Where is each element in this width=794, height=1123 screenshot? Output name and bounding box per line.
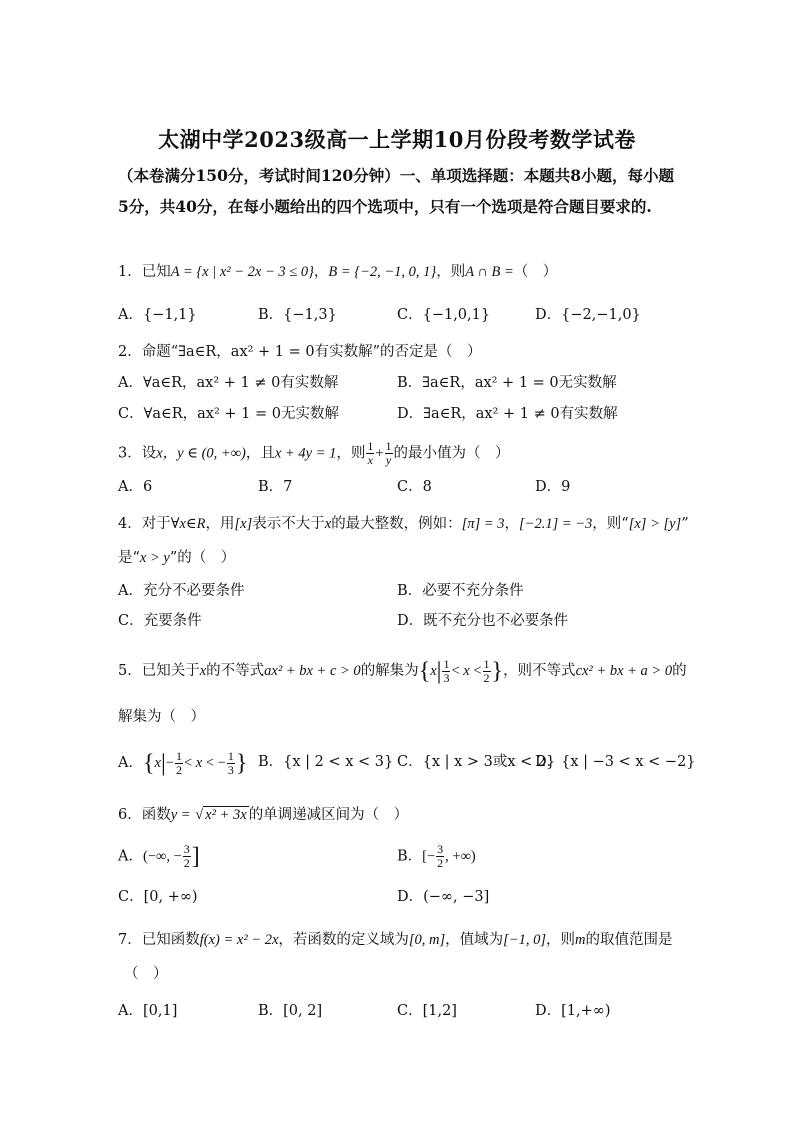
question-7-option-c[interactable]: C．[1,2] [397,1003,457,1019]
q7-range: [−1, 0] [503,932,546,948]
q6-option-a-head: (−∞, − [142,848,182,865]
question-2-option-b[interactable]: B．∃a∈R，ax² + 1 = 0无实数解 [397,375,617,391]
question-6-option-a[interactable]: A．(−∞, − $\frac{3}{2}$ ] [118,842,200,870]
q4-text-b: ，用 [205,516,235,532]
question-4-stem-line-1 [118,514,689,534]
q6-option-b-label: B． [397,848,423,865]
q4-forall: ∀x∈R [170,516,206,532]
q5-option-a-label: A． [118,754,143,771]
exam-title: 太湖中学2023级高一上学期10月份段考数学试卷 [158,127,636,152]
question-5-option-d[interactable]: D．{x | −3 < x < −2} [535,754,696,770]
q3-text-d: 的最小值为（ ） [393,445,510,462]
q7-domain: [0, m] [408,932,446,948]
question-4-option-d[interactable]: D．既不充分也不必要条件 [397,613,569,629]
q5-option-a-set: {x|− $\frac{1}{2}$ < x < − $\frac{1}{3}$ } [142,749,248,777]
q3-fraction-1-over-x: $\frac{1}{x}$ [367,439,374,467]
q5-text-b: 的不等式 [206,662,265,679]
q3-text-b: ，且 [245,445,275,462]
q5-solution-set: {x| $\frac{1}{3}$ < x < $\frac{1}{2}$ } [418,657,504,685]
q6-text-a: 6．函数 [118,807,171,823]
question-3-option-a[interactable]: A．6 [118,479,153,495]
question-4-option-a[interactable]: A．充分不必要条件 [118,583,245,599]
q4-floor-x: [x] [234,516,253,532]
q4-condition-2: x > y [139,550,170,566]
q4-text-f: ” [681,516,689,532]
q1-text-a: 1．已知 [118,264,171,280]
q1-set-b: B = {−2, −1, 0, 1} [328,264,437,280]
question-2-stem: 2．命题“∃a∈R，ax² + 1 = 0有实数解”的否定是（ ） [118,344,482,360]
q4-text-g: 是“ [118,550,140,566]
exam-intro: （本卷满分150分，考试时间120分钟）一、单项选择题：本题共8小题，每小题5分，共40分，在每小题给出的四个选项中，只有一个选项是符合题目要求的. [118,166,674,216]
question-1-option-d[interactable]: D．{−2,−1,0} [535,307,641,323]
question-2-option-c[interactable]: C．∀a∈R，ax² + 1 = 0无实数解 [118,406,339,422]
question-7-option-a[interactable]: A．[0,1] [118,1003,178,1019]
q4-comma: ， [504,516,520,532]
question-5-option-b[interactable]: B．{x | 2 < x < 3} [258,754,394,770]
q7-text-d: ，则 [546,932,575,948]
question-6-stem: 6．函数y = √ x² + 3x 的单调递减区间为（ ） [118,807,409,823]
q7-text-e: 的取值范围是 [585,932,673,948]
question-3-option-d[interactable]: D．9 [535,479,571,495]
q1-expression: A ∩ B = [465,264,514,280]
q5-text-a: 5．已知关于 [118,662,200,679]
q4-var-x: x [324,516,332,532]
question-4-option-b[interactable]: B．必要不充分条件 [397,583,524,599]
q7-text-a: 7．已知函数 [118,932,200,948]
q6-text-b: 的单调递减区间为（ ） [248,807,409,823]
q4-text-a: 4．对于 [118,516,171,532]
q4-example-2: [−2.1] = −3 [519,516,593,532]
q1-text-c: ，则 [436,264,466,280]
question-5-stem-line-2: 解集为（ ） [118,709,205,725]
question-6-option-b[interactable] [397,843,476,870]
question-1-stem [118,262,557,282]
q4-condition-1: [x] > [y] [628,516,682,532]
q6-radicand: x² + 3x [205,807,247,823]
q1-text-d: （ ） [513,264,558,280]
q7-var-m: m [575,932,586,948]
q5-text-c: 的解集为 [360,662,419,679]
q3-text-c: ，则 [336,445,366,462]
question-1-option-c[interactable]: C．{−1,0,1} [397,307,491,323]
question-3-stem: 3．设x，y ∈ (0, +∞)，且x + 4y = 1，则 $\frac{1}{x}$ + $\frac{1}{y}$ 的最小值为（ ） [118,439,510,467]
q3-variables: x，y ∈ (0, +∞) [156,445,246,462]
question-4-stem-line-2 [118,548,235,568]
q7-text-b: ，若函数的定义域为 [278,932,409,948]
q6-option-b-head: [− [422,848,436,865]
question-7-stem-line-1 [118,930,672,950]
q6-option-b-tail: , +∞) [445,848,476,865]
question-1-option-a[interactable]: A．{−1,1} [118,307,197,323]
question-5-stem-line-1 [118,658,687,685]
q5-text-d: ，则不等式 [503,662,576,679]
question-1-option-b[interactable]: B．{−1,3} [258,307,337,323]
question-6-option-c[interactable]: C．[0, +∞) [118,889,198,905]
question-5-option-a[interactable] [118,750,247,777]
q7-text-c: ，值域为 [445,932,504,948]
q4-text-e: ，则“ [592,516,629,532]
question-7-option-b[interactable]: B．[0, 2] [258,1003,323,1019]
q6-option-a-label: A． [118,848,143,865]
q7-function: f(x) = x² − 2x [199,932,279,948]
question-5-option-c[interactable]: C．{x | x > 3或x < 2} [397,754,556,770]
q4-text-c: 表示不大于 [252,516,325,532]
q5-var-x: x [199,662,207,679]
question-7-stem-line-2: （ ） [124,966,168,982]
question-3-option-b[interactable]: B．7 [258,479,293,495]
question-6-option-d[interactable]: D．(−∞, −3] [397,889,490,905]
q3-text-a: 3．设 [118,445,157,462]
question-2-option-a[interactable]: A．∀a∈R，ax² + 1 ≠ 0有实数解 [118,375,339,391]
q4-text-h: ”的（ ） [169,550,236,566]
q3-fraction-1-over-y: $\frac{1}{y}$ [385,439,392,467]
q1-text-b: ， [313,264,329,280]
q6-option-b-fraction: $\frac{3}{2}$ [437,842,444,870]
q5-inequality: ax² + bx + c > 0 [264,662,361,679]
question-3-option-c[interactable]: C．8 [397,479,432,495]
q3-condition: x + 4y = 1 [274,445,337,462]
q6-function-lhs: y = [170,807,191,823]
question-4-option-c[interactable]: C．充要条件 [118,613,202,629]
q5-inequality-2: cx² + bx + a > 0 [575,662,673,679]
q4-example-1: [π] = 3 [461,516,505,532]
q4-text-d: 的最大整数，例如： [331,516,462,532]
question-2-option-d[interactable]: D．∃a∈R，ax² + 1 ≠ 0有实数解 [397,406,618,422]
q6-option-a-fraction: $\frac{3}{2}$ [183,842,190,870]
q5-text-e: 的 [672,662,687,679]
question-7-option-d[interactable]: D．[1,+∞) [535,1003,611,1019]
q1-set-a: A = {x | x² − 2x − 3 ≤ 0} [170,264,314,280]
